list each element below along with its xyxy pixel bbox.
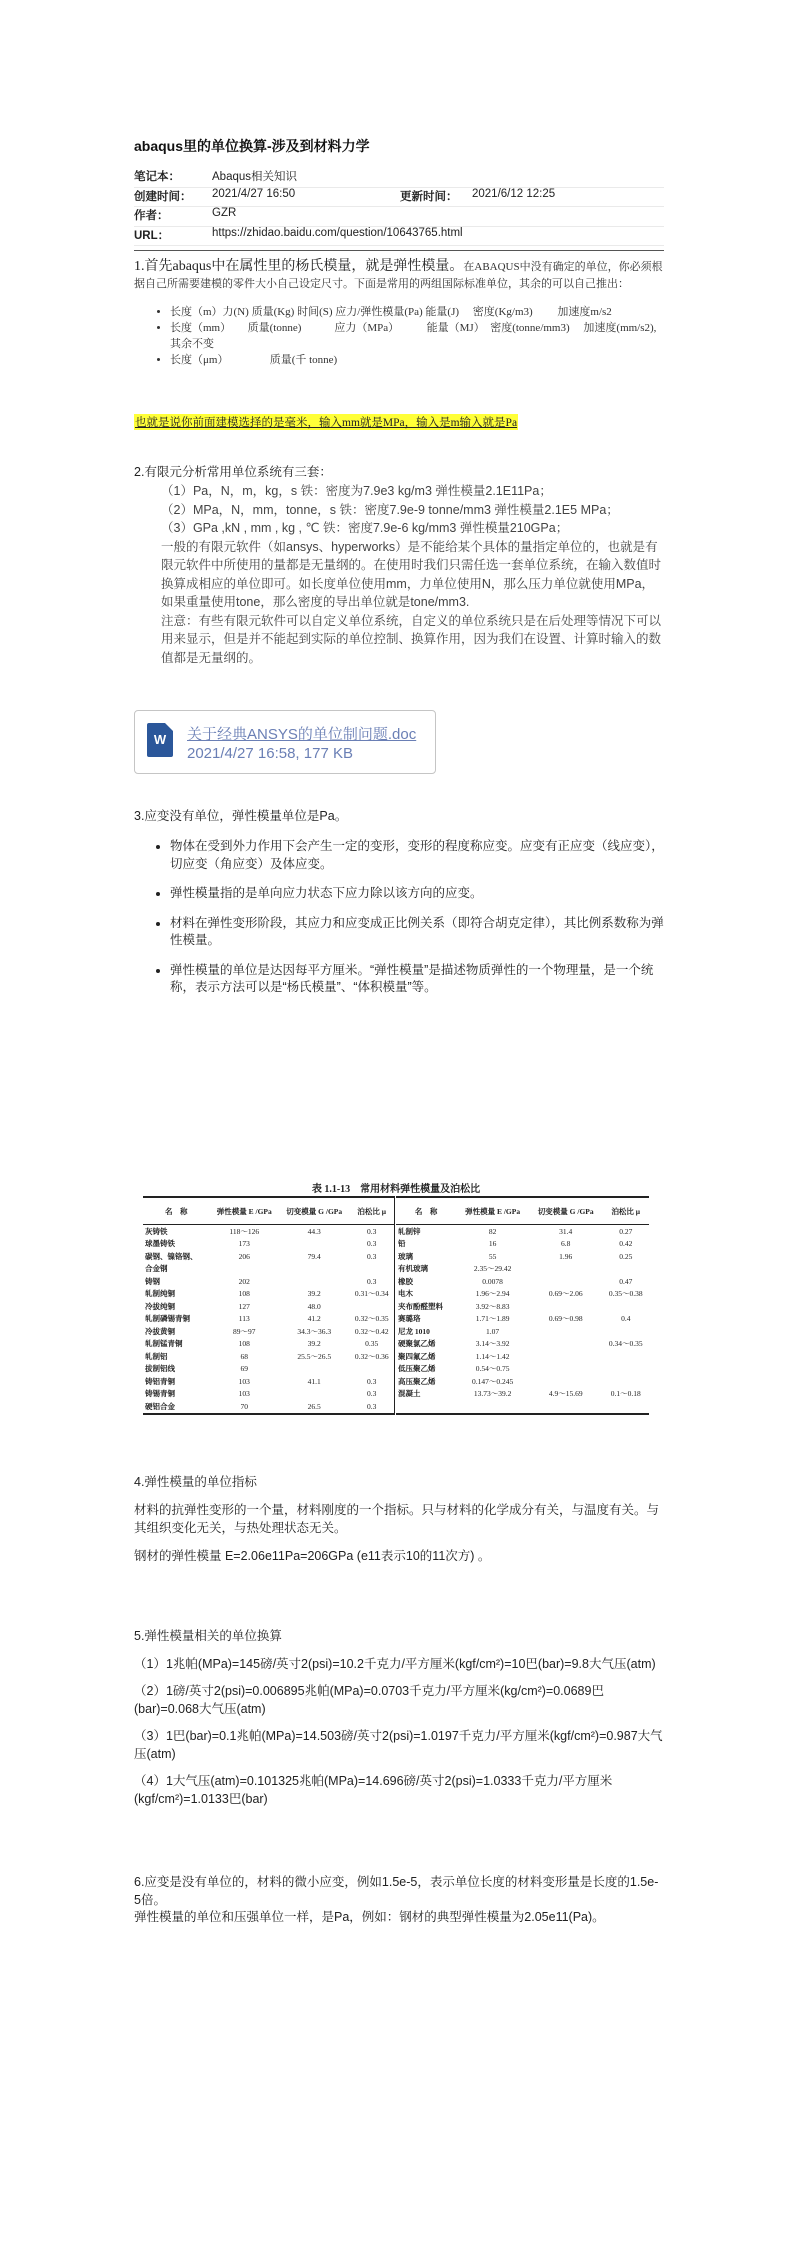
table-cell: 55 <box>488 1251 497 1261</box>
table-cell <box>529 1338 603 1351</box>
table-cell: 0.47 <box>619 1276 633 1286</box>
table-row <box>143 1288 395 1301</box>
table-right <box>396 1196 649 1415</box>
table-cell: 16 <box>488 1239 497 1249</box>
section-2-line: （1）Pa，N，m，kg，s 铁：密度为7.9e3 kg/m3 弹性模量2.1E11Pa； <box>161 484 552 498</box>
list-item: • 物体在受到外力作用下会产生一定的变形，变形的程度称应变。应变有正应变（线应变），切应变（角应变）及体应变。 <box>170 838 664 873</box>
table-row <box>396 1325 649 1338</box>
material-name: 轧制锌 <box>398 1226 421 1236</box>
section-2-heading: 2.有限元分析常用单位系统有三套： <box>134 465 332 479</box>
table-cell: 0.25 <box>619 1251 633 1261</box>
table-cell: 41.2 <box>307 1314 321 1324</box>
table-header: 名 称 <box>143 1197 210 1225</box>
section-4-paragraph: 钢材的弹性模量 E=2.06e11Pa=206GPa (e11表示10的11次方) 。 <box>134 1549 491 1563</box>
meta-label: 笔记本： <box>134 171 180 183</box>
section-2-line: （2）MPa，N，mm，tonne，s 铁：密度7.9e-9 tonne/mm3 弹性模量2.1E5 MPa； <box>161 502 619 517</box>
table-cell: 108 <box>238 1289 250 1299</box>
table-row <box>396 1400 649 1414</box>
table-cell: 0.69～0.98 <box>548 1314 583 1324</box>
table-cell <box>529 1325 603 1338</box>
meta-label: 创建时间： <box>134 190 192 203</box>
attachment-meta: 2021/4/27 16:58, 177 KB <box>187 745 353 762</box>
material-name: 合金钢 <box>145 1264 168 1274</box>
section-6-paragraph: 弹性模量的单位和压强单位一样，是Pa，例如：钢材的典型弹性模量为2.05e11(Pa)。 <box>134 1910 605 1924</box>
list-item: • 长度（mm） 质量(tonne) 应力（MPa） 能量（MJ） 密度(tonne/mm3) 加速度(mm/s2),其余不变 <box>170 320 664 352</box>
table-cell: 0.35 <box>349 1338 394 1351</box>
table-cell: 0.147～0.245 <box>471 1376 514 1386</box>
section-6-paragraph: 6.应变是没有单位的，材料的微小应变，例如1.5e-5，表示单位长度的材料变形量是长度的1.5e-5倍。 <box>134 1875 659 1907</box>
table-row <box>396 1388 649 1401</box>
list-item: • 长度（m）力(N) 质量(Kg) 时间(S) 应力/弹性模量(Pa) 能量(J) 密度(Kg/m3) 加速度m/s2 <box>170 304 664 320</box>
table-cell: 31.4 <box>559 1226 573 1236</box>
table-row <box>143 1313 395 1326</box>
table-row <box>143 1275 395 1288</box>
table-row <box>143 1400 395 1414</box>
table-cell: 0.27 <box>619 1226 633 1236</box>
table-row <box>143 1363 395 1376</box>
table-row <box>143 1238 395 1251</box>
material-name: 聚四氟乙烯 <box>398 1351 436 1361</box>
table-cell: 0.3 <box>349 1275 394 1288</box>
table-cell: 0.32～0.36 <box>349 1350 394 1363</box>
material-name: 铸锡青铜 <box>145 1389 175 1399</box>
table-cell: 79.4 <box>307 1251 321 1261</box>
table-cell: 25.5～26.5 <box>297 1351 332 1361</box>
table-cell: 13.73～39.2 <box>473 1389 512 1399</box>
meta-author: GZR <box>212 207 237 219</box>
table-cell: 70 <box>210 1400 279 1414</box>
table-cell: 89～97 <box>233 1326 256 1336</box>
table-cell <box>279 1363 349 1376</box>
material-name: 灰铸铁 <box>145 1226 168 1236</box>
table-cell <box>529 1263 603 1276</box>
table-left <box>143 1196 395 1415</box>
table-row <box>396 1375 649 1388</box>
table-header: 弹性模量 E /GPa <box>456 1197 529 1225</box>
meta-label: 更新时间： <box>400 190 458 203</box>
section-5-heading: 5.弹性模量相关的单位换算 <box>134 1629 282 1643</box>
section-2 <box>134 462 664 667</box>
table-cell: 1.14～1.42 <box>475 1351 510 1361</box>
table-cell <box>603 1400 649 1414</box>
meta-label: 作者： <box>134 210 169 222</box>
meta-row-notebook <box>134 168 664 188</box>
material-name: 碳钢、镍铬钢、 <box>145 1251 198 1261</box>
table-cell: 3.14～3.92 <box>475 1339 510 1349</box>
table-cell <box>279 1275 349 1288</box>
table-cell: 206 <box>238 1251 250 1261</box>
material-name: 赛璐珞 <box>398 1314 421 1324</box>
table-cell: 41.1 <box>307 1376 321 1386</box>
table-header: 泊松比 μ <box>603 1197 649 1225</box>
table-cell: 0.32～0.35 <box>349 1313 394 1326</box>
table-caption: 表 1.1-13 常用材料弹性模量及泊松比 <box>311 1184 481 1195</box>
table-header: 弹性模量 E /GPa <box>210 1197 279 1225</box>
material-name: 尼龙 1010 <box>398 1326 430 1336</box>
table-cell: 48.0 <box>307 1301 321 1311</box>
table-cell <box>529 1300 603 1313</box>
meta-row-url <box>134 227 664 247</box>
material-name: 铅 <box>398 1239 406 1249</box>
word-doc-icon: W <box>147 723 173 757</box>
table-cell: 69 <box>240 1364 248 1374</box>
table-row <box>396 1350 649 1363</box>
table-header: 切变模量 G /GPa <box>279 1197 349 1225</box>
table-cell: 0.54～0.75 <box>475 1364 510 1374</box>
material-name: 拔制铝线 <box>145 1364 175 1374</box>
table-cell: 202 <box>238 1276 250 1286</box>
material-name: 铸铝青铜 <box>145 1376 175 1386</box>
material-name: 橡胶 <box>398 1276 413 1286</box>
table-row <box>396 1238 649 1251</box>
note-meta <box>134 168 664 246</box>
table-cell <box>349 1263 394 1276</box>
table-cell: 1.71～1.89 <box>475 1314 510 1324</box>
material-name: 冷拔纯铜 <box>145 1301 175 1311</box>
table-cell <box>349 1363 394 1376</box>
table-row <box>396 1313 649 1326</box>
table-cell: 103 <box>238 1376 250 1386</box>
section-4-paragraph: 材料的抗弹性变形的一个量，材料刚度的一个指标。只与材料的化学成分有关，与温度有关。与其组织变化无关，与热处理状态无关。 <box>134 1503 660 1535</box>
material-name: 冷拔黄铜 <box>145 1326 175 1336</box>
section-2-line: 一般的有限元软件（如ansys、hyperworks）是不能给某个具体的量指定单位的，也就是有限元软件中所使用的量都是无量纲的。在使用时我们只需任选一套单位系统，在输入数值时换算成相应的单位即可。如长度单位使用mm，力单位使用N，那么压力单位就使用MPa，如果重量使用tone，那么密度的导出单位就是tone/mm3. <box>161 539 662 609</box>
section-5 <box>134 1628 664 1818</box>
table-cell: 1.96～2.94 <box>475 1289 510 1299</box>
conversion-line: （3）1巴(bar)=0.1兆帕(MPa)=14.503磅/英寸2(psi)=1.0197千克力/平方厘米(kgf/cm²)=0.987大气压(atm) <box>134 1729 663 1761</box>
material-name: 低压聚乙烯 <box>398 1364 436 1374</box>
section-2-line: （3）GPa ,kN , mm , kg , ℃ 铁：密度7.9e-6 kg/mm3 弹性模量210GPa； <box>161 521 569 535</box>
table-cell <box>529 1375 603 1388</box>
table-cell: 1.96 <box>559 1251 573 1261</box>
table-header: 名 称 <box>396 1197 456 1225</box>
table-cell <box>210 1263 279 1276</box>
table-cell: 0.32～0.42 <box>349 1325 394 1338</box>
meta-label: URL： <box>134 229 170 242</box>
table-cell <box>603 1263 649 1276</box>
table-cell <box>529 1400 603 1414</box>
meta-row-dates <box>134 188 664 208</box>
section-1-lead: 1.首先abaqus中在属性里的杨氏模量，就是弹性模量。 <box>134 259 464 274</box>
meta-url[interactable]: https://zhidao.baidu.com/question/10643765.html <box>212 226 463 239</box>
table-cell: 6.8 <box>561 1239 571 1249</box>
list-item: • 弹性模量的单位是达因每平方厘米。“弹性模量”是描述物质弹性的一个物理量，是一个统称，表示方法可以是“杨氏模量”、“体积模量”等。 <box>170 962 664 997</box>
table-cell: 0.3 <box>349 1400 394 1414</box>
table-row <box>396 1250 649 1263</box>
table-cell: 108 <box>238 1339 250 1349</box>
table-row <box>143 1300 395 1313</box>
table-row <box>396 1288 649 1301</box>
material-name: 轧制铝 <box>145 1351 168 1361</box>
table-header: 泊松比 μ <box>349 1197 394 1225</box>
table-row <box>143 1375 395 1388</box>
table-cell: 39.2 <box>307 1289 321 1299</box>
table-cell: 103 <box>238 1389 250 1399</box>
material-name: 有机玻璃 <box>398 1264 428 1274</box>
table-cell <box>603 1375 649 1388</box>
section-3-heading: 3.应变没有单位，弹性模量单位是Pa。 <box>134 809 348 823</box>
table-cell: 0.34～0.35 <box>608 1339 643 1349</box>
table-cell: 4.9～15.69 <box>548 1389 583 1399</box>
material-name: 混凝土 <box>398 1389 421 1399</box>
table-row <box>396 1363 649 1376</box>
list-item: • 长度（μm） 质量(千 tonne) <box>170 352 664 368</box>
table-cell: 0.3 <box>349 1238 394 1251</box>
material-name: 高压聚乙烯 <box>398 1376 436 1386</box>
table-cell <box>529 1363 603 1376</box>
table-cell: 68 <box>240 1351 248 1361</box>
table-cell: 0.0078 <box>482 1276 503 1286</box>
conversion-line: （4）1大气压(atm)=0.101325兆帕(MPa)=14.696磅/英寸2(psi)=1.0333千克力/平方厘米(kgf/cm²)=1.0133巴(bar) <box>134 1774 613 1806</box>
table-cell <box>603 1300 649 1313</box>
table-cell: 0.1～0.18 <box>610 1389 641 1399</box>
material-name: 硬聚氯乙烯 <box>398 1339 436 1349</box>
table-row <box>396 1338 649 1351</box>
table-cell: 3.92～8.83 <box>475 1301 510 1311</box>
material-name: 电木 <box>398 1289 413 1299</box>
table-cell: 0.3 <box>349 1375 394 1388</box>
meta-divider <box>134 250 664 251</box>
list-item: • 弹性模量指的是单向应力状态下应力除以该方向的应变。 <box>170 885 664 903</box>
conversion-line: （1）1兆帕(MPa)=145磅/英寸2(psi)=10.2千克力/平方厘米(kgf/cm²)=10巴(bar)=9.8大气压(atm) <box>134 1656 656 1671</box>
table-cell: 2.35～29.42 <box>473 1264 512 1274</box>
material-name: 夹布酚醛塑料 <box>398 1301 443 1311</box>
material-name: 轧制锰青铜 <box>145 1339 183 1349</box>
table-row <box>143 1350 395 1363</box>
table-cell <box>279 1388 349 1401</box>
table-cell: 0.4 <box>621 1314 631 1324</box>
table-cell: 127 <box>238 1301 250 1311</box>
material-name: 球墨铸铁 <box>145 1239 175 1249</box>
table-cell: 173 <box>238 1239 250 1249</box>
table-header-row <box>143 1197 395 1225</box>
section-3 <box>134 806 664 1009</box>
material-name: 轧制磷锡青铜 <box>145 1314 190 1324</box>
material-name: 硬铝合金 <box>143 1400 210 1414</box>
table-row <box>143 1325 395 1338</box>
list-item: • 材料在弹性变形阶段，其应力和应变成正比例关系（即符合胡克定律），其比例系数称为弹性模量。 <box>170 915 664 950</box>
table-cell: 118～126 <box>229 1226 260 1236</box>
section-2-line: 注意：有些有限元软件可以自定义单位系统，自定义的单位系统只是在后处理等情况下可以用来显示，但是并不能起到实际的单位控制、换算作用，因为我们在设置、计算时输入的数值都是无量纲的。 <box>161 613 662 665</box>
material-name: 轧制纯铜 <box>145 1289 175 1299</box>
table-cell: 39.2 <box>307 1339 321 1349</box>
table-cell: 34.3～36.3 <box>297 1326 332 1336</box>
highlighted-note: 也就是说你前面建模选择的是毫米，输入mm就是MPa，输入是m输入就是Pa <box>134 414 518 430</box>
table-cell: 0.3 <box>349 1388 394 1401</box>
table-cell <box>603 1363 649 1376</box>
table-cell <box>456 1400 529 1414</box>
table-row <box>143 1263 395 1276</box>
section-4 <box>134 1473 664 1575</box>
table-row <box>143 1225 395 1238</box>
table-cell: 26.5 <box>279 1400 349 1414</box>
meta-updated: 2021/6/12 12:25 <box>472 187 556 200</box>
table-cell <box>529 1350 603 1363</box>
table-cell: 82 <box>488 1226 497 1236</box>
table-cell <box>279 1263 349 1276</box>
note-title: abaqus里的单位换算-涉及到材料力学 <box>134 138 370 154</box>
table-cell: 0.35～0.38 <box>608 1289 643 1299</box>
material-name <box>396 1400 456 1414</box>
elastic-modulus-table-image <box>143 1180 649 1472</box>
table-cell: 0.3 <box>349 1250 394 1263</box>
unit-system-list <box>134 304 664 368</box>
table-cell: 0.42 <box>619 1239 633 1249</box>
table-cell <box>349 1300 394 1313</box>
attachment-name[interactable]: 关于经典ANSYS的单位制问题.doc <box>187 726 417 743</box>
table-cell: 1.07 <box>486 1326 500 1336</box>
table-row <box>396 1300 649 1313</box>
table-row <box>143 1338 395 1351</box>
table-cell: 113 <box>238 1314 250 1324</box>
meta-row-author <box>134 207 664 227</box>
table-header: 切变模量 G /GPa <box>529 1197 603 1225</box>
table-cell: 0.31～0.34 <box>349 1288 394 1301</box>
table-cell: 0.69～2.06 <box>548 1289 583 1299</box>
section-1-lead-small: 在ABAQUS中没有确定的单位，你必须根据自己所需要建模的零件大小自己设定尺寸。下面是常用的两组国际标准单位，其余的可以自己推出： <box>134 261 663 290</box>
table-cell <box>603 1350 649 1363</box>
table-cell <box>603 1325 649 1338</box>
section-6 <box>134 1874 664 1927</box>
table-header-row <box>396 1197 649 1225</box>
table-row <box>396 1225 649 1238</box>
conversion-line: （2）1磅/英寸2(psi)=0.006895兆帕(MPa)=0.0703千克力/平方厘米(kg/cm²)=0.0689巴(bar)=0.068大气压(atm) <box>134 1684 604 1716</box>
table-row <box>143 1388 395 1401</box>
attachment-card[interactable] <box>134 710 436 774</box>
material-name: 铸钢 <box>145 1276 160 1286</box>
section-1 <box>134 258 664 368</box>
section-4-heading: 4.弹性模量的单位指标 <box>134 1475 257 1489</box>
table-cell: 44.3 <box>307 1226 321 1236</box>
table-row <box>143 1250 395 1263</box>
table-cell: 0.3 <box>349 1225 394 1238</box>
material-name: 玻璃 <box>398 1251 413 1261</box>
meta-notebook: Abaqus相关知识 <box>212 171 298 183</box>
table-row <box>396 1263 649 1276</box>
meta-created: 2021/4/27 16:50 <box>212 187 296 200</box>
section-3-list <box>134 838 664 997</box>
table-cell <box>529 1275 603 1288</box>
table-cell <box>279 1238 349 1251</box>
table-row <box>396 1275 649 1288</box>
